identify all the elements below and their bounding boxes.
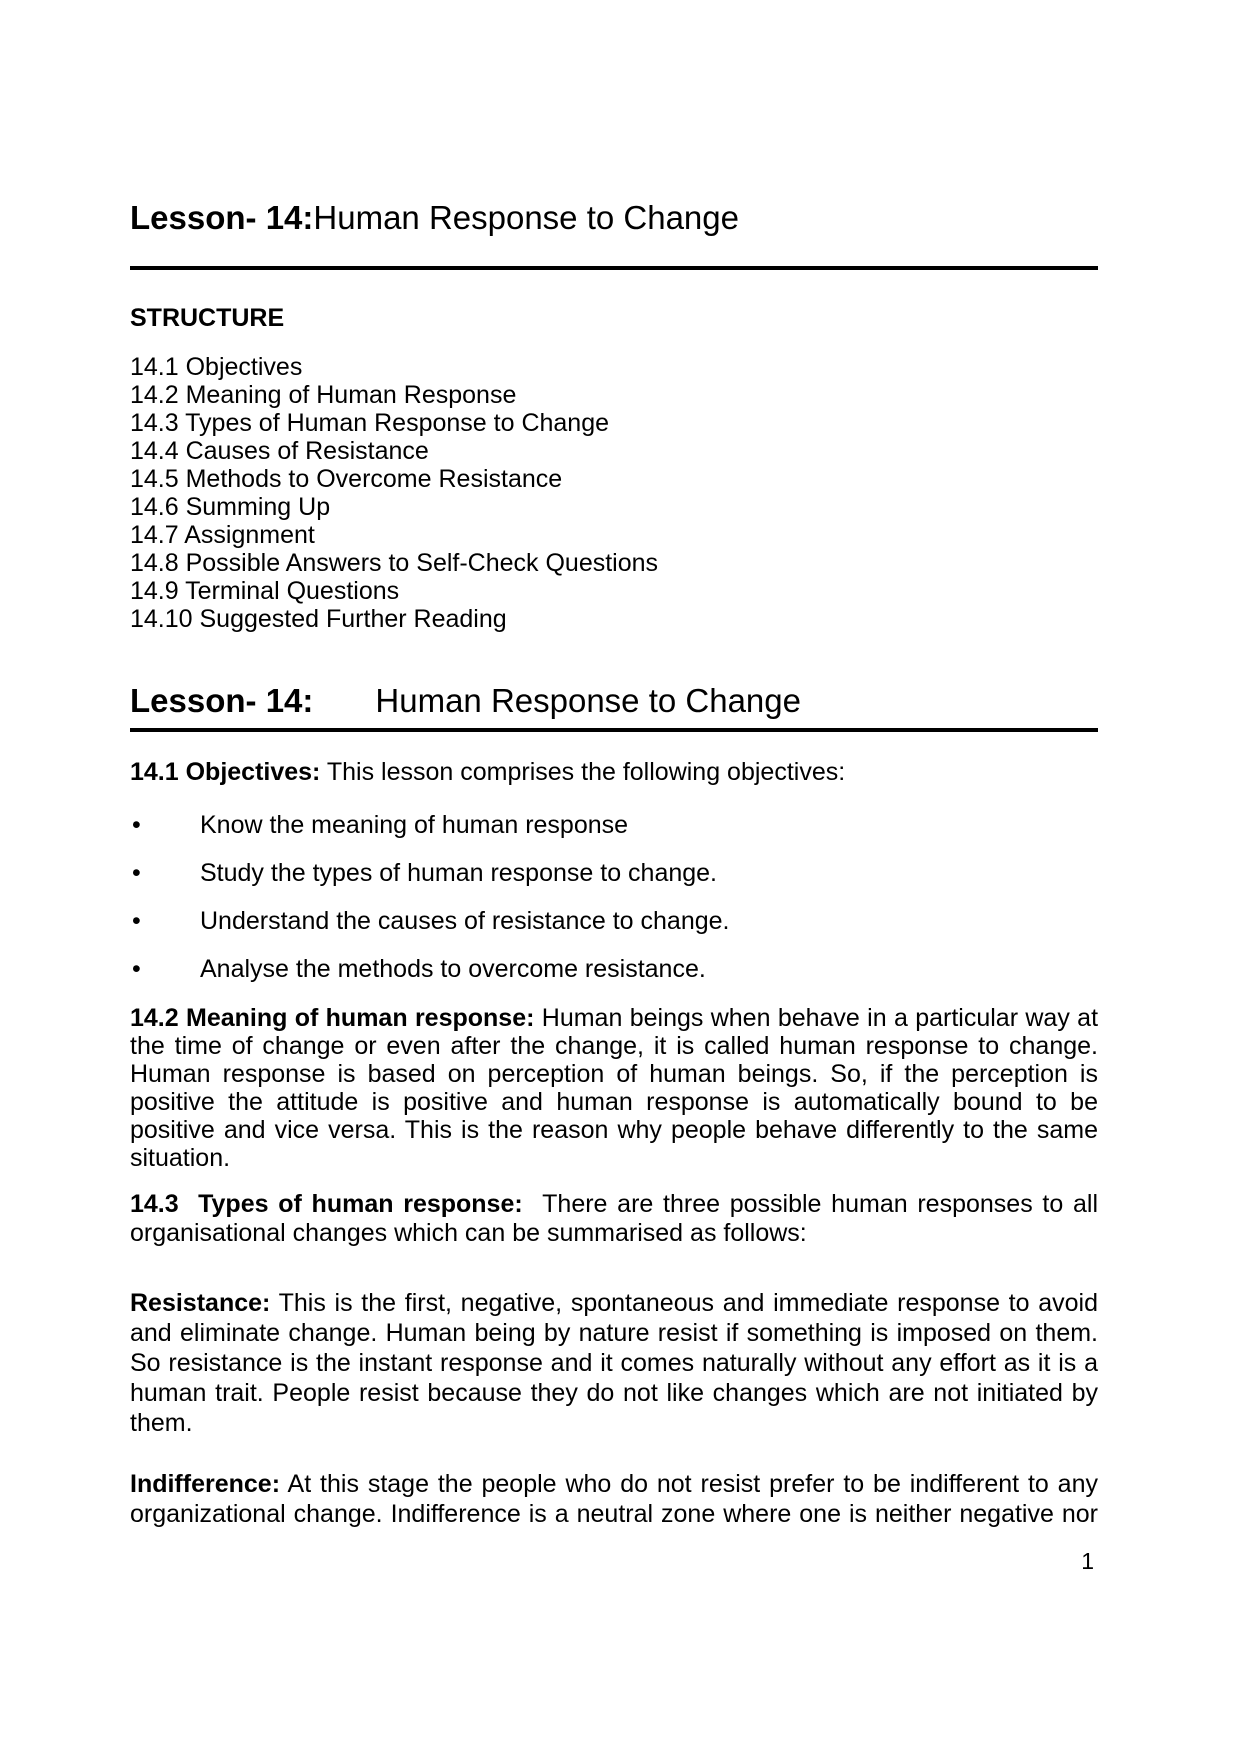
indifference-body: At this stage the people who do not resist prefer to be indifferent to any organizational change. Indifference is a neutral zone where one is neither negative nor [130,1470,1098,1528]
meaning-body: Human beings when behave in a particular way at the time of change or even after the change, it is called human response to change. Human response is based on perception of human beings. So, if the perception is positive the attitude is positive and human response is automatically bound to be positive and vice versa. This is the reason why people behave differently to the same situation. [130,1004,1099,1172]
types-paragraph [130,1190,1098,1248]
structure-item-1: 14.1 Objectives [130,353,303,381]
bullet-icon: • [132,811,141,839]
objective-item-2-text: Study the types of human response to change. [200,859,718,887]
bullet-icon: • [132,955,141,983]
lesson-title-top [130,198,1098,238]
structure-item-9: 14.9 Terminal Questions [130,577,400,605]
title-main-rule [130,728,1098,732]
types-body: There are three possible human responses to all organisational changes which can be summarised as follows: [130,1190,1098,1247]
types-lead: 14.3 Types of human response: [130,1190,523,1218]
indifference-paragraph [130,1469,1098,1529]
lesson-title-top-number: Lesson- 14: [130,199,314,236]
structure-item-4: 14.4 Causes of Resistance [130,437,429,465]
structure-heading: STRUCTURE [130,304,285,332]
objective-item-3 [130,907,1098,936]
bullet-icon: • [132,907,141,935]
structure-item-6: 14.6 Summing Up [130,493,331,521]
title-top-rule [130,266,1098,270]
structure-item-10: 14.10 Suggested Further Reading [130,605,507,633]
lesson-title-main-number: Lesson- 14: [130,682,314,719]
structure-list [130,353,1098,633]
objectives-lead: 14.1 Objectives: [130,758,321,786]
lesson-title-top-text: Human Response to Change [313,199,739,236]
objective-item-4-text: Analyse the methods to overcome resistance. [200,955,706,983]
objective-item-1-text: Know the meaning of human response [200,811,629,839]
lesson-title-main [130,681,1098,721]
objectives-intro-paragraph [130,758,1098,787]
objective-item-3-text: Understand the causes of resistance to change. [200,907,730,935]
objective-item-1 [130,811,1098,840]
structure-item-2: 14.2 Meaning of Human Response [130,381,517,409]
meaning-lead: 14.2 Meaning of human response: [130,1004,535,1032]
objectives-bullet-list [130,811,1098,984]
structure-item-7: 14.7 Assignment [130,521,315,549]
meaning-paragraph [130,1004,1098,1172]
structure-item-3: 14.3 Types of Human Response to Change [130,409,610,437]
structure-item-8: 14.8 Possible Answers to Self-Check Questions [130,549,659,577]
resistance-paragraph [130,1288,1098,1438]
lesson-title-main-text: Human Response to Change [375,682,801,719]
objective-item-4 [130,955,1098,984]
objective-item-2 [130,859,1098,888]
resistance-lead: Resistance: [130,1289,271,1317]
page-number: 1 [1081,1548,1094,1574]
bullet-icon: • [132,859,141,887]
objectives-intro-text: This lesson comprises the following objectives: [320,758,846,786]
resistance-body: This is the first, negative, spontaneous and immediate response to avoid and eliminate change. Human being by nature resist if something is imposed on them. So resistance is the instant response and it comes naturally without any effort as it is a human trait. People resist because they do not like changes which are not initiated by them. [130,1289,1098,1437]
indifference-lead: Indifference: [130,1470,281,1498]
structure-item-5: 14.5 Methods to Overcome Resistance [130,465,563,493]
